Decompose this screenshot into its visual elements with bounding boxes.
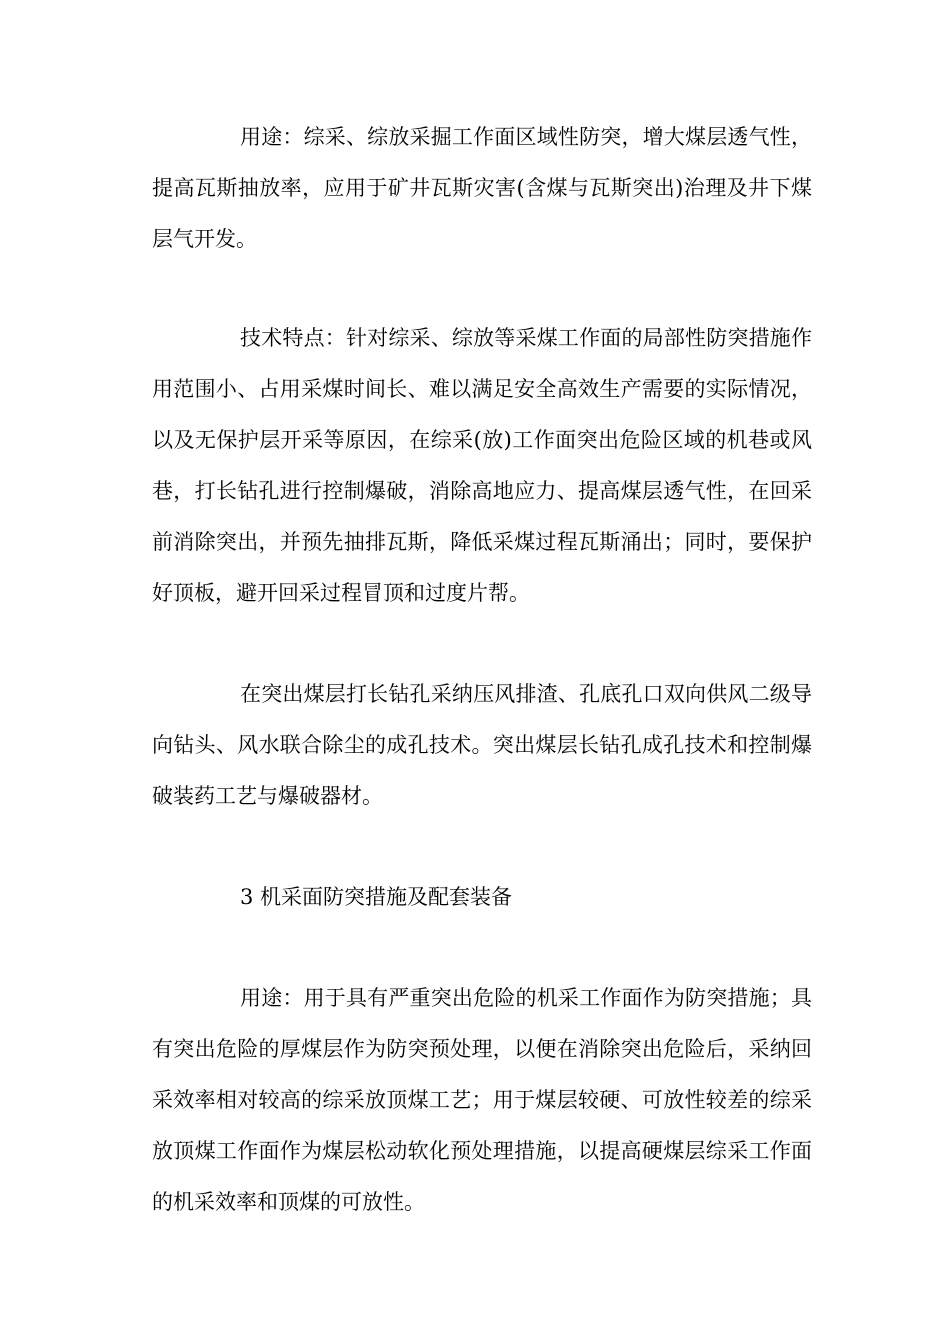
paragraph-drilling-technique: 在突出煤层打长钻孔采纳压风排渣、孔底孔口双向供风二级导向钻头、风水联合除尘的成孔技术。突出煤层长钻孔成孔技术和控制爆破装药工艺与爆破器材。 xyxy=(152,682,812,808)
paragraph-usage: 用途：综采、综放采掘工作面区域性防突，增大煤层透气性，提高瓦斯抽放率，应用于矿井瓦斯灾害(含煤与瓦斯突出)治理及井下煤层气开发。 xyxy=(152,125,812,251)
paragraph-section-usage: 用途：用于具有严重突出危险的机采工作面作为防突措施；具有突出危险的厚煤层作为防突预处理，以便在消除突出危险后，采纳回采效率相对较高的综采放顶煤工艺；用于煤层较硬、可放性较差的综采放顶煤工作面作为煤层松动软化预处理措施，以提高硬煤层综采工作面的机采效率和顶煤的可放性。 xyxy=(152,986,812,1214)
paragraph-technical-features: 技术特点：针对综采、综放等采煤工作面的局部性防突措施作用范围小、占用采煤时间长、难以满足安全高效生产需要的实际情况，以及无保护层开采等原因，在综采(放)工作面突出危险区域的机巷或风巷，打长钻孔进行控制爆破，消除高地应力、提高煤层透气性，在回采前消除突出，并预先抽排瓦斯，降低采煤过程瓦斯涌出；同时，要保护好顶板，避开回采过程冒顶和过度片帮。 xyxy=(152,326,812,605)
section-heading: 3 机采面防突措施及配套装备 xyxy=(240,885,513,909)
